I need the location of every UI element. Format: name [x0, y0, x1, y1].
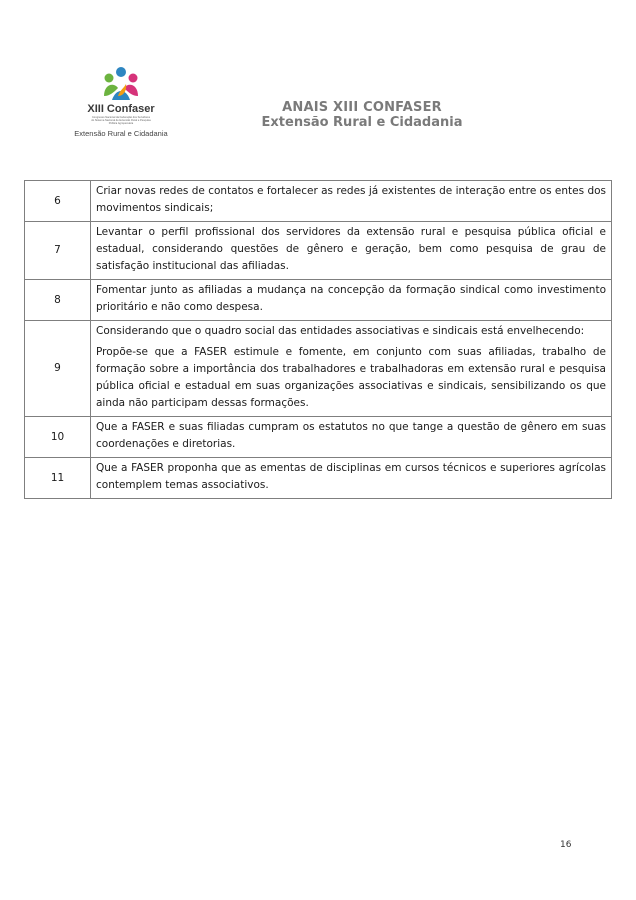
item-text: [91, 181, 612, 222]
logo-title: XIII Confaser: [87, 103, 155, 115]
header-subtitle: Extensão Rural e Cidadania: [261, 115, 463, 130]
confaser-emblem-icon: [98, 66, 144, 104]
header-title: ANAIS XIII CONFASER: [282, 100, 442, 115]
item-paragraph: Levantar o perfil profissional dos servidores da extensão rural e pesquisa pública oficial e estadual, considerando questões de gênero e geração, bem como pesquisa de grau de satisfação institucional das afiliadas.: [96, 226, 606, 272]
table-row: [25, 222, 612, 280]
table-row: [25, 321, 612, 417]
item-number: 10: [25, 417, 91, 458]
page-header: [230, 100, 494, 131]
table-row: [25, 181, 612, 222]
item-paragraph: Fomentar junto as afiliadas a mudança na concepção da formação sindical como investimento prioritário e não como despesa.: [96, 284, 606, 313]
item-text: [91, 222, 612, 280]
item-text: [91, 280, 612, 321]
item-number: 9: [25, 321, 91, 417]
item-paragraph: Que a FASER e suas filiadas cumpram os estatutos no que tange a questão de gênero em suas coordenações e diretorias.: [96, 421, 606, 450]
item-number: 8: [25, 280, 91, 321]
item-number: 7: [25, 222, 91, 280]
item-paragraph: Considerando que o quadro social das entidades associativas e sindicais está envelhecendo:: [96, 325, 585, 337]
item-paragraph: Que a FASER proponha que as ementas de disciplinas em cursos técnicos e superiores agrícolas contemplem temas associativos.: [96, 462, 606, 491]
page-number: 16: [560, 840, 572, 850]
item-paragraph: Propõe-se que a FASER estimule e fomente, em conjunto com suas afiliadas, trabalho de formação sobre a importância dos trabalhadores e trabalhadoras em extensão rural e pesquisa pública oficial e estadual em suas organizações associativas e sindicais, sensibilizando os que ainda não participam dessas formações.: [96, 346, 606, 409]
confaser-logo: [66, 66, 176, 138]
logo-subtitle: Extensão Rural e Cidadania: [74, 129, 168, 138]
logo-fine-print: Congresso Nacional da Federação dos Servidores do Sistema Nacional de Extensão Rural e Pesquisa Pública Agropecuária: [91, 116, 151, 125]
item-number: 11: [25, 458, 91, 499]
item-number: 6: [25, 181, 91, 222]
item-text: [91, 321, 612, 417]
proposals-table: [24, 180, 612, 499]
item-paragraph: Criar novas redes de contatos e fortalecer as redes já existentes de interação entre os entes dos movimentos sindicais;: [96, 185, 606, 214]
table-row: [25, 280, 612, 321]
table-row: [25, 417, 612, 458]
item-text: [91, 417, 612, 458]
item-text: [91, 458, 612, 499]
table-row: [25, 458, 612, 499]
